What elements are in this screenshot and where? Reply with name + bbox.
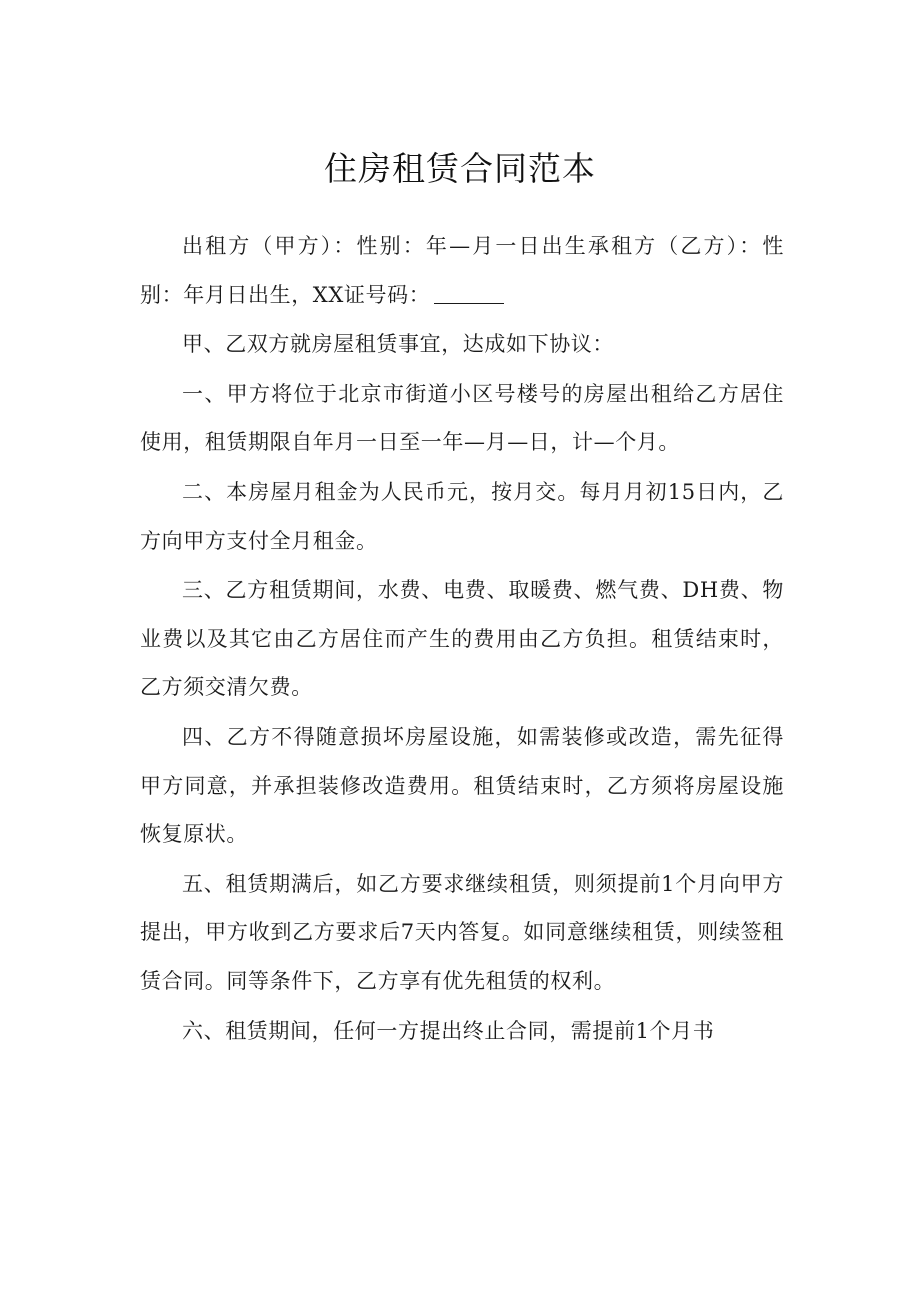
agreement-lead-paragraph: 甲、乙双方就房屋租赁事宜，达成如下协议： (182, 332, 614, 357)
clause-4: 四、乙方不得随意损坏房屋设施，如需装修或改造，需先征得甲方同意，并承担装修改造费用。租赁结束时，乙方须将房屋设施恢复原状。 (140, 724, 784, 847)
intro-paragraph (140, 222, 784, 319)
id-number-blank (434, 282, 504, 304)
clause-1: 一、甲方将位于北京市街道小区号楼号的房屋出租给乙方居住使用，租赁期限自年月一日至一年—月—日，计—个月。 (140, 381, 784, 455)
clause-2: 二、本房屋月租金为人民币元，按月交。每月月初15日内，乙方向甲方支付全月租金。 (140, 479, 784, 553)
intro-text: 出租方（甲方）：性别：年—月一日出生承租方（乙方）：性别：年月日出生，XX证号码： (140, 234, 784, 307)
clause-3: 三、乙方租赁期间，水费、电费、取暖费、燃气费、DH费、物业费以及其它由乙方居住而产生的费用由乙方负担。租赁结束时，乙方须交清欠费。 (140, 578, 784, 700)
clause-6: 六、租赁期间，任何一方提出终止合同，需提前1个月书 (182, 1018, 715, 1043)
document-title: 住房租赁合同范本 (324, 149, 596, 188)
clause-5: 五、租赁期满后，如乙方要求继续租赁，则须提前1个月向甲方提出，甲方收到乙方要求后7天内答复。如同意继续租赁，则续签租赁合同。同等条件下，乙方享有优先租赁的权利。 (140, 871, 784, 993)
document-body (140, 222, 784, 1056)
